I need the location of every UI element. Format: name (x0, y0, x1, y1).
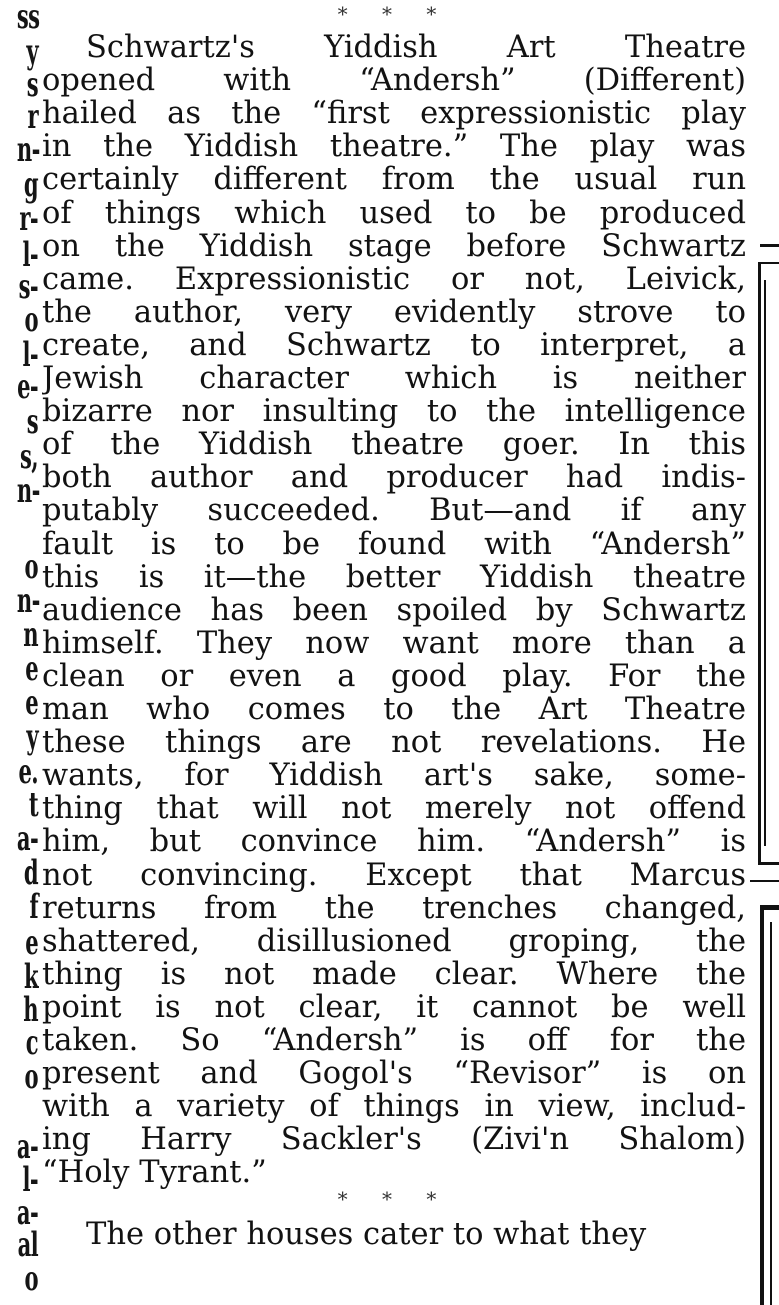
article-line: in the Yiddish theatre.” The play was (42, 129, 746, 165)
left-fragment: l- (22, 1160, 38, 1200)
left-fragment: a- (16, 1127, 39, 1167)
left-column-fragments (0, 0, 40, 1305)
article-line: of things which used to be produced (42, 195, 746, 231)
article-line: both author and producer had indis- (42, 460, 746, 496)
left-fragment: g (23, 165, 38, 205)
left-fragment: s, (20, 437, 38, 477)
article-line: certainly different from the usual run (42, 162, 746, 198)
rule-top (760, 244, 779, 247)
article-line: clean or even a good play. For the (42, 658, 746, 694)
article-line: thing that will not merely not offend (42, 791, 746, 827)
separator-bottom: * * * (337, 1186, 451, 1211)
left-fragment: o (24, 547, 38, 587)
article-line: man who comes to the Art Theatre (42, 692, 746, 727)
box1-left-border (758, 262, 761, 864)
article-line: the author, very evidently strove to (42, 294, 746, 330)
article-line: on the Yiddish stage before Schwartz (42, 228, 746, 264)
left-fragment: n- (16, 581, 40, 621)
left-fragment: r- (19, 199, 38, 239)
article-line: bizarre nor insulting to the intelligence (42, 394, 746, 430)
rule-middle (750, 880, 779, 882)
left-fragment: s (26, 65, 38, 105)
article-line: putably succeeded. But—and if any (42, 493, 746, 529)
left-fragment: e (25, 649, 38, 689)
article-line: of the Yiddish theatre goer. In this (42, 427, 746, 463)
article-line: opened with “Andersh” (Different) (42, 63, 746, 99)
article-line: present and Gogol's “Revisor” is on (42, 1056, 746, 1092)
left-fragment: e (25, 923, 38, 963)
article-line: returns from the trenches changed, (42, 890, 746, 926)
left-fragment: a- (16, 1193, 39, 1233)
left-fragment: o (24, 1057, 38, 1097)
left-fragment: l- (22, 235, 38, 275)
left-fragment: c (25, 1023, 38, 1063)
left-fragment: ss (16, 0, 40, 37)
left-fragment: d (23, 853, 38, 893)
article-line: Jewish character which is neither (42, 361, 746, 396)
left-fragment: s- (18, 267, 38, 307)
left-fragment: al (17, 1225, 38, 1265)
left-fragment: r (27, 97, 38, 137)
left-fragment: s (26, 402, 38, 442)
left-fragment: y (26, 32, 38, 72)
left-fragment: e (25, 683, 38, 723)
left-fragment: l- (22, 335, 38, 375)
article-line: not convincing. Except that Marcus (42, 857, 746, 893)
paragraph-2-first-line: The other houses cater to what they (86, 1216, 647, 1252)
article-line: wants, for Yiddish art's sake, some- (42, 758, 746, 794)
left-fragment: a- (16, 819, 39, 859)
article-line: fault is to be found with “Andersh” (42, 526, 746, 562)
article-line: this is it—the better Yiddish theatre (42, 559, 746, 595)
left-fragment: o (24, 1259, 38, 1299)
left-fragment: n- (16, 471, 40, 511)
article-line: “Holy Tyrant.” (42, 1155, 267, 1191)
article-line: hailed as the “first expressionistic play (42, 96, 746, 132)
article-line: Schwartz's Yiddish Art Theatre (86, 30, 746, 65)
box2-inner-border (770, 922, 772, 1305)
left-fragment: e. (18, 752, 38, 792)
article-line: audience has been spoiled by Schwartz (42, 592, 746, 628)
article-line: thing is not made clear. Where the (42, 956, 746, 992)
separator-top: * * * (337, 2, 451, 26)
article-line: ing Harry Sackler's (Zivi'n Shalom) (42, 1122, 746, 1158)
article-line: him, but convince him. “Andersh” is (42, 824, 746, 860)
left-fragment: o (24, 300, 38, 340)
left-fragment: e- (17, 367, 38, 407)
left-fragment: n- (16, 130, 40, 170)
left-fragment: n (23, 615, 38, 655)
left-fragment: k (24, 957, 38, 997)
left-fragment: t (28, 785, 38, 825)
left-fragment: y (26, 717, 38, 757)
left-fragment: f (29, 887, 38, 927)
box1-bottom-border (758, 862, 779, 865)
adjacent-column-borders (750, 0, 779, 1305)
article-line: with a variety of things in view, includ- (42, 1089, 746, 1125)
left-fragment: h (23, 990, 38, 1030)
article-line: shattered, disillusioned groping, the (42, 923, 746, 959)
box2-left-border (760, 905, 764, 1305)
article-line: create, and Schwartz to interpret, a (42, 327, 746, 363)
box1-top-border (758, 262, 779, 264)
box1-inner-border (764, 280, 766, 846)
article-line: these things are not revelations. He (42, 725, 746, 761)
article-line: taken. So “Andersh” is off for the (42, 1023, 746, 1058)
article-line: point is not clear, it cannot be well (42, 989, 746, 1025)
article-line: himself. They now want more than a (42, 625, 746, 661)
article-line: came. Expressionistic or not, Leivick, (42, 261, 746, 297)
